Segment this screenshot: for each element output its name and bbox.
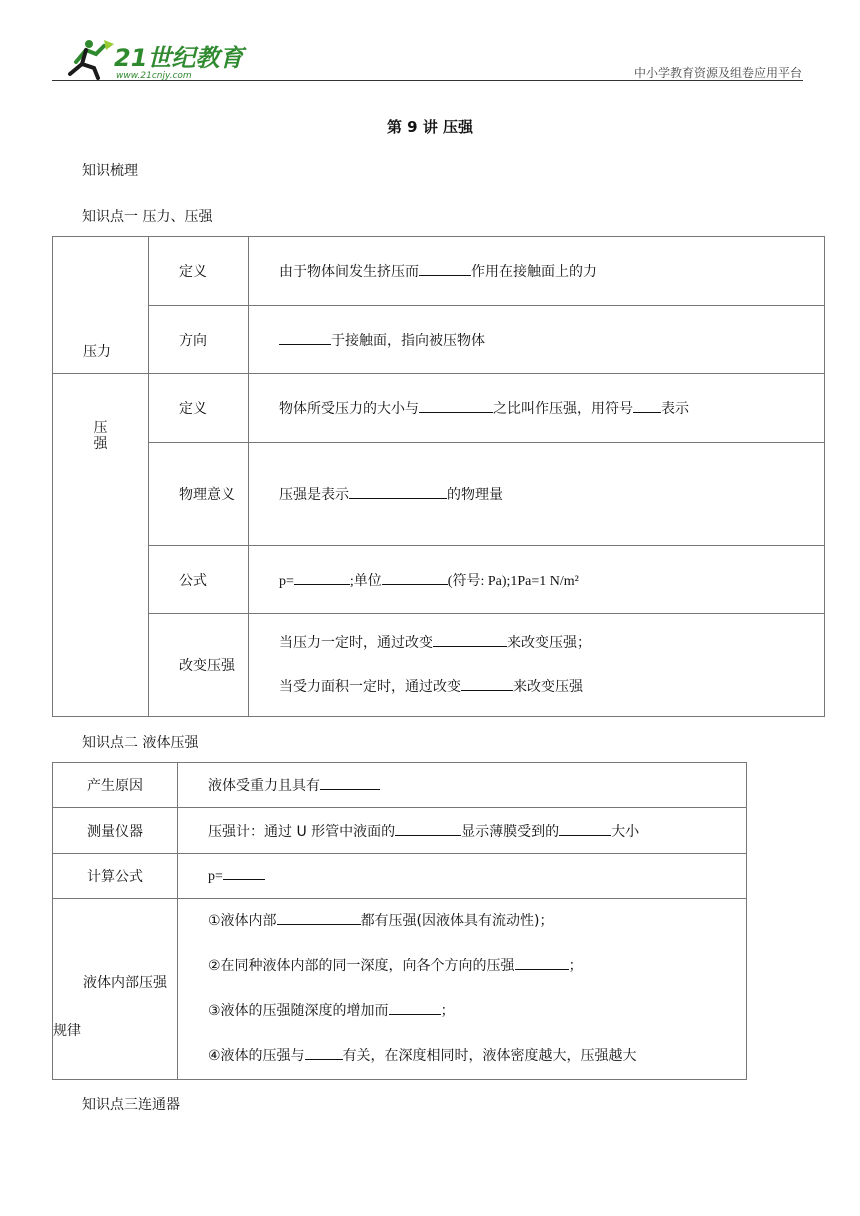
row-content: 于接触面，指向被压物体 [249,306,825,374]
law-item: ③液体的压强随深度的增加而 ； [208,1003,455,1019]
pressure-force-cell [53,237,149,374]
fill-blank [382,572,448,585]
pressure-label: 压 强 [93,420,108,452]
fill-blank [633,400,661,413]
row-content: 当压力一定时，通过改变 来改变压强； 当受力面积一定时，通过改变 来改变压强 [249,614,825,717]
pressure-table [52,236,825,717]
row-content: 液体受重力且具有 [178,763,747,808]
row-content: p= [178,854,747,899]
row-content: 压强计：通过 U 形管中液面的 显示薄膜受到的 大小 [178,808,747,854]
law-item: ④液体的压强与 有关，在深度相同时，液体密度越大，压强越大 [208,1048,637,1064]
row-label: 定义 [149,237,249,306]
section-heading-overview: 知识梳理 [82,163,138,179]
row-label: 定义 [149,374,249,443]
fill-blank [277,912,361,925]
header-divider [52,80,803,81]
fill-blank [419,263,471,276]
page-title: 第 9 讲 压强 [386,118,474,136]
fill-blank [515,957,569,970]
row-label-cont: 规律 [53,1023,81,1039]
row-label: 计算公式 [53,854,178,899]
row-content: 由于物体间发生挤压而 作用在接触面上的力 [249,237,825,306]
fill-blank [294,572,350,585]
row-content [178,899,747,1080]
kp3-heading: 知识点三连通器 [82,1097,180,1113]
row-content: 压强是表示 的物理量 [249,443,825,546]
row-label: 测量仪器 [53,808,178,854]
fill-blank [461,678,513,691]
row-content: p= ;单位 (符号: Pa);1Pa=1 N/m² [249,546,825,614]
row-label: 物理意义 [149,443,249,546]
fill-blank [223,867,265,880]
fill-blank [279,332,331,345]
row-label: 公式 [149,546,249,614]
fill-blank [559,823,611,836]
pressure-force-label: 压力 [83,344,111,360]
kp1-heading: 知识点一 压力、压强 [82,209,213,225]
fill-blank [349,486,447,499]
fill-blank [433,634,507,647]
row-label: 改变压强 [149,614,249,717]
liquid-law-label-cell [53,899,178,1080]
fill-blank [389,1002,441,1015]
row-content: 物体所受压力的大小与 之比叫作压强，用符号 表示 [249,374,825,443]
site-logo [62,36,244,82]
platform-tagline: 中小学教育资源及组卷应用平台 [633,66,802,80]
law-item: ①液体内部 都有压强(因液体具有流动性)； [208,913,554,929]
row-label: 方向 [149,306,249,374]
runner-figure-icon [70,40,114,78]
row-label: 液体内部压强 [83,975,167,991]
logo-wordmark: 21世纪教育 [114,44,244,72]
fill-blank [305,1047,343,1060]
kp2-heading: 知识点二 液体压强 [82,735,199,751]
logo-url: www.21cnjy.com [116,71,192,81]
fill-blank [395,823,461,836]
pressure-cell [53,374,149,717]
liquid-pressure-table [52,762,747,1080]
law-item: ②在同种液体内部的同一深度，向各个方向的压强 ； [208,958,583,974]
fill-blank [320,777,380,790]
row-label: 产生原因 [53,763,178,808]
fill-blank [419,400,493,413]
